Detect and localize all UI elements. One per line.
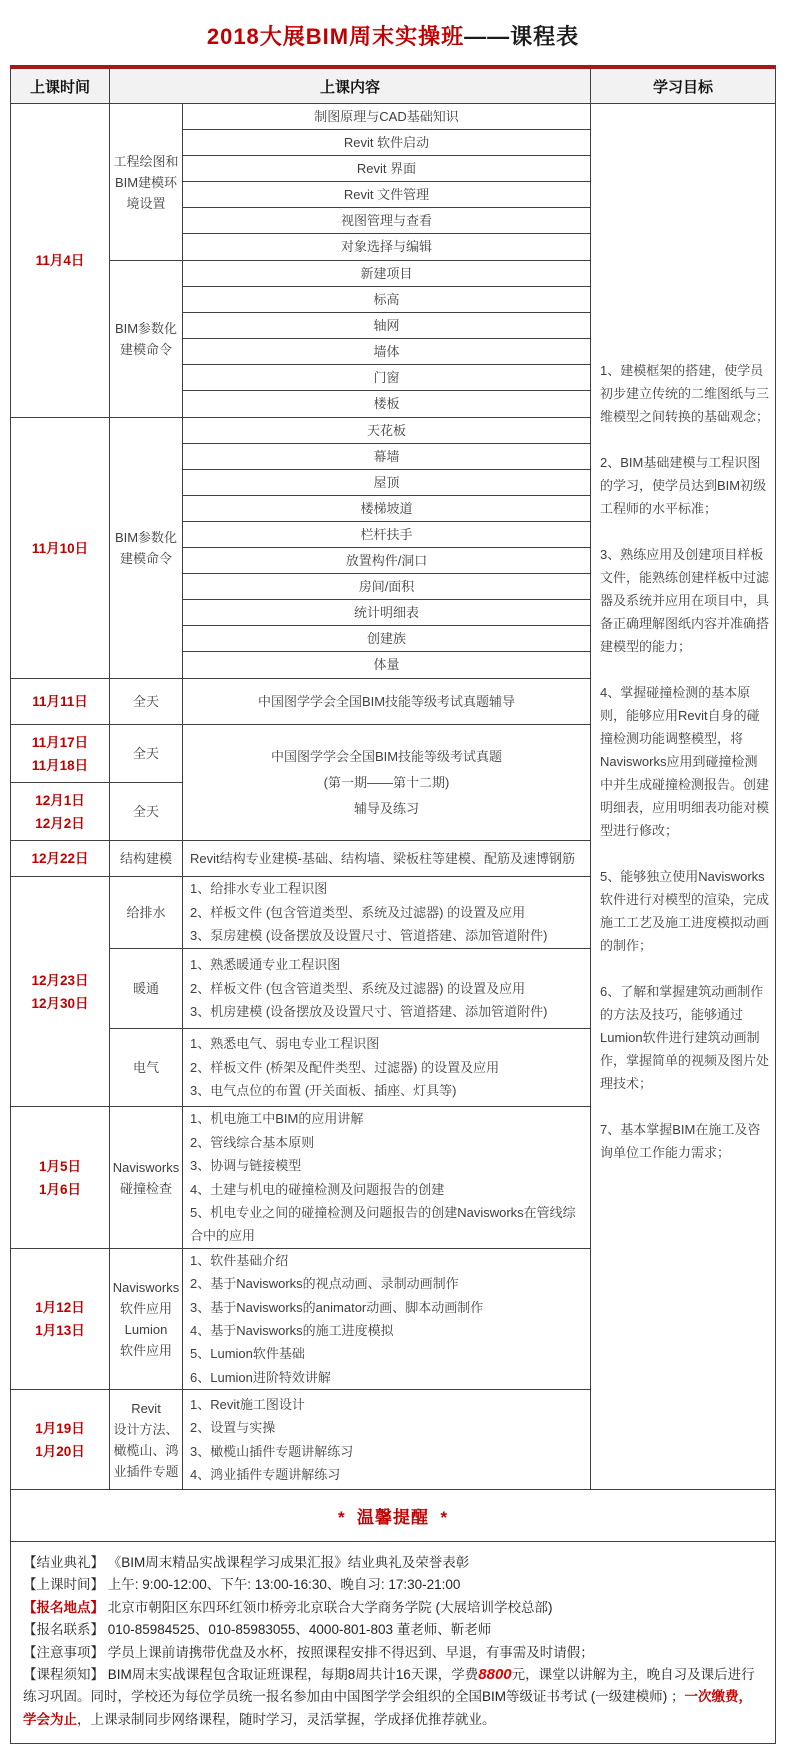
content-line: 4、土建与机电的碰撞检测及问题报告的创建 (190, 1181, 445, 1197)
category-groups (110, 1249, 590, 1389)
note-line (23, 1574, 763, 1596)
category-line: BIM参数化 (114, 321, 178, 336)
page-title-main: 2018大展BIM周末实操班 (206, 24, 465, 49)
date-cell (11, 877, 110, 1106)
course-item-row: 标高 (183, 287, 590, 313)
category-line: BIM建模环 (114, 174, 178, 190)
course-item-row: 放置构件/洞口 (183, 548, 590, 574)
schedule-block (11, 841, 590, 877)
note-line (23, 1597, 763, 1619)
date-line: 1月20日 (35, 1443, 85, 1459)
note-text: 一次缴费，学会为止 (23, 1689, 752, 1727)
course-content-cell (183, 949, 590, 1028)
date-cell (11, 104, 110, 417)
note-text: 【课程须知】 BIM周末实战课程包含取证班课程，每期8周共计16天课，学费 (23, 1667, 479, 1683)
course-item-row: 统计明细表 (183, 600, 590, 626)
note-text: 【结业典礼】 《BIM周末精品实战课程学习成果汇报》结业典礼及荣誉表彰 (23, 1555, 470, 1570)
category-line: 碰撞检查 (119, 1180, 172, 1196)
course-item-row: 天花板 (183, 418, 590, 444)
course-item-row: Revit 界面 (183, 156, 590, 182)
course-item-row: Revit 软件启动 (183, 130, 590, 156)
course-content-cell (182, 725, 590, 840)
note-text: 【报名地点】 (23, 1599, 104, 1615)
content-line: 2、样板文件 (包含管道类型、系统及过滤器) 的设置及应用 (190, 980, 526, 996)
objective-paragraph: 4、掌握碰撞检测的基本原则，能够应用Revit自身的碰撞检测功能调整模型，将Navisworks应用到碰撞检测中并生成碰撞检测报告。创建明细表，应用明细表功能对模型进行修改； (600, 685, 770, 838)
date-line: 11月10日 (31, 540, 89, 556)
category-line: 软件应用 (119, 1301, 172, 1316)
content-line: 1、给排水专业工程识图 (190, 881, 328, 897)
course-content-cell (183, 841, 590, 876)
course-item-row: 体量 (373, 657, 400, 672)
category-line: 给排水 (126, 905, 166, 920)
content-line: (第一期——第十二期) (323, 774, 450, 790)
category-group (110, 261, 590, 417)
course-item-row: 创建族 (183, 626, 590, 652)
objective-paragraph: 7、基本掌握BIM在施工及咨询单位工作能力需求； (600, 1122, 761, 1160)
course-item-row: 楼梯坡道 (183, 496, 590, 522)
note-line (23, 1619, 763, 1641)
date-cell (11, 725, 110, 782)
content-line: 4、鸿业插件专题讲解练习 (190, 1466, 341, 1482)
content-line: 6、Lumion进阶特效讲解 (190, 1369, 331, 1385)
header-cell-goal: 学习目标 (652, 78, 713, 96)
date-cell (11, 841, 110, 876)
category-line: 设计方法、 (113, 1421, 179, 1437)
course-item-row: 视图管理与查看 (183, 208, 590, 234)
date-cell (11, 1249, 110, 1389)
category-line: Revit (131, 1400, 161, 1416)
category-groups (110, 1390, 590, 1489)
course-content-cell (183, 1107, 590, 1248)
date-line: 1月6日 (38, 1181, 82, 1197)
category-groups (110, 679, 590, 724)
notes-box (11, 1542, 775, 1743)
category-groups (110, 418, 590, 678)
note-text: 【注意事项】 学员上课前请携带优盘及水杯，按照课程安排不得迟到、早退，有事需及时请假； (23, 1644, 594, 1660)
page-title-suffix: ——课程表 (464, 24, 580, 49)
date-line: 12月1日 (35, 792, 85, 808)
date-line: 12月2日 (35, 815, 85, 831)
category-line: Navisworks (112, 1159, 180, 1175)
category-groups (110, 1107, 590, 1248)
course-item-row: 屋顶 (183, 470, 590, 496)
date-line: 1月5日 (38, 1158, 82, 1174)
table-header-row (11, 69, 775, 103)
category-group (110, 1107, 590, 1248)
course-content-cell (183, 679, 590, 724)
course-items (183, 261, 590, 417)
date-line: 11月11日 (32, 694, 88, 709)
objective-paragraph: 2、BIM基础建模与工程识图的学习，使学员达到BIM初级工程师的水平标准； (600, 455, 767, 516)
category-group (110, 679, 590, 724)
schedule-block (11, 104, 590, 418)
course-item-row: 门窗 (183, 365, 590, 391)
date-line: 11月18日 (31, 757, 89, 773)
category-groups (110, 104, 590, 417)
category-line: 建模命令 (119, 551, 172, 566)
category-line: 全天 (132, 804, 159, 819)
content-line: 5、Lumion软件基础 (190, 1346, 305, 1362)
header-cell-content: 上课内容 (110, 69, 591, 103)
category-group (110, 949, 590, 1029)
category-cell (110, 1029, 183, 1106)
category-group (110, 104, 590, 261)
category-groups (110, 841, 590, 876)
course-item-row: 房间/面积 (183, 574, 590, 600)
date-line: 12月30日 (31, 995, 89, 1011)
merged-left (11, 725, 183, 840)
course-item-row: 制图原理与CAD基础知识 (183, 104, 590, 130)
course-content-cell (183, 1029, 590, 1106)
merged-row (11, 783, 183, 840)
category-cell (110, 877, 183, 948)
category-cell (110, 841, 183, 876)
category-groups (110, 877, 590, 1106)
note-line (23, 1642, 763, 1664)
category-line: 建模命令 (119, 342, 172, 357)
content-line: 3、机房建模 (设备摆放及设置尺寸、管道搭建、添加管道附件) (190, 1004, 548, 1020)
category-line: Lumion (124, 1322, 168, 1337)
note-text: ，上课录制同步网络课程，随时学习，灵活掌握，学成择优推荐就业。 (77, 1711, 496, 1727)
content-line: 2、管线综合基本原则 (190, 1134, 315, 1150)
note-line (23, 1552, 763, 1574)
date-line: 12月22日 (31, 851, 89, 866)
date-cell (11, 418, 110, 678)
category-cell (110, 1107, 183, 1248)
content-line: 2、基于Navisworks的视点动画、录制动画制作 (190, 1276, 459, 1292)
date-line: 11月4日 (35, 253, 85, 268)
content-line: 2、样板文件 (桥架及配件类型、过滤器) 的设置及应用 (190, 1059, 500, 1075)
content-line: 5、机电专业之间的碰撞检测及问题报告的创建Navisworks在管线综合中的应用 (190, 1204, 576, 1244)
category-line: 全天 (132, 694, 159, 709)
merged-row (11, 725, 183, 783)
objectives-cell (590, 104, 775, 1489)
category-group (110, 418, 590, 678)
schedule-block (11, 1107, 590, 1249)
date-line: 1月19日 (35, 1420, 85, 1436)
category-line: 全天 (132, 746, 159, 761)
content-line: 中国图学学会全国BIM技能等级考试真题 (270, 748, 503, 764)
content-line: 3、橄榄山插件专题讲解练习 (190, 1443, 354, 1459)
date-line: 12月23日 (31, 972, 89, 988)
category-line: 境设置 (126, 195, 166, 211)
category-line: Navisworks (112, 1280, 180, 1295)
note-text: 【上课时间】 上午: 9:00-12:00、下午: 13:00-16:30、晚自习: 17:30-21:00 (23, 1577, 461, 1593)
schedule-block (11, 877, 590, 1107)
date-cell (11, 679, 110, 724)
category-line: BIM参数化 (114, 530, 178, 545)
course-items (183, 104, 590, 260)
note-line (23, 1664, 763, 1731)
category-cell (110, 783, 182, 840)
content-line: 辅导及练习 (353, 800, 419, 816)
page-title (10, 20, 776, 51)
schedule-block (11, 1390, 590, 1489)
course-items (183, 418, 590, 678)
note-text: 【报名联系】 010-85984525、010-85983055、4000-801-803 董老师、靳老师 (23, 1622, 492, 1638)
category-cell (110, 418, 183, 678)
date-line: 1月12日 (35, 1300, 85, 1315)
category-line: 业插件专题 (113, 1463, 179, 1479)
date-cell (11, 1390, 110, 1489)
content-line: 4、基于Navisworks的施工进度模拟 (190, 1323, 394, 1338)
content-line: 1、Revit施工图设计 (190, 1396, 305, 1412)
table-body (11, 103, 775, 1490)
objective-paragraph: 5、能够独立使用Navisworks软件进行对模型的渲染，完成施工工艺及施工进度模拟动画的制作； (600, 869, 770, 953)
content-line: 1、机电施工中BIM的应用讲解 (190, 1111, 364, 1127)
course-item-row: 墙体 (183, 339, 590, 365)
course-item-row: 楼板 (373, 396, 400, 411)
content-line: 3、协调与链接模型 (190, 1158, 302, 1174)
course-item-row: 轴网 (183, 313, 590, 339)
date-cell (11, 1107, 110, 1248)
objective-paragraph: 6、了解和掌握建筑动画制作的方法及技巧，能够通过Lumion软件进行建筑动画制作，掌握简单的视频及图片处理技术； (600, 984, 770, 1091)
category-cell (110, 1249, 183, 1389)
date-line: 1月13日 (35, 1323, 85, 1338)
schedule-left (11, 104, 590, 1489)
schedule-block (11, 1249, 590, 1390)
content-line: 2、样板文件 (包含管道类型、系统及过滤器) 的设置及应用 (190, 904, 526, 920)
course-content-cell (183, 1390, 590, 1489)
course-item-row: Revit 文件管理 (183, 182, 590, 208)
content-line: 3、基于Navisworks的animator动画、脚本动画制作 (190, 1299, 484, 1315)
course-item-row: 幕墙 (183, 444, 590, 470)
schedule-block (11, 418, 590, 679)
category-cell (110, 261, 183, 417)
category-group (110, 841, 590, 876)
course-content-cell (183, 1249, 590, 1389)
note-text: 元，课堂以讲解为主，晚自习及课后进行练习巩固。同时，学校还为每位学员统一报名参加由中国图学学会组织的全国BIM等级证书考试 (一级建模师) ； (23, 1667, 755, 1705)
header-cell-time: 上课时间 (11, 69, 110, 103)
content-line: 3、泵房建模 (设备摆放及设置尺寸、管道搭建、添加管道附件) (190, 928, 548, 944)
content-line: 1、软件基础介绍 (190, 1252, 289, 1268)
category-group (110, 877, 590, 949)
objective-paragraph: 1、建模框架的搭建，使学员初步建立传统的二维图纸与三维模型之间转换的基础观念； (600, 363, 770, 424)
course-table (10, 69, 776, 1744)
date-cell (11, 783, 110, 840)
reminder-row: * 温馨提醒 * (11, 1490, 775, 1542)
category-cell (110, 725, 182, 782)
date-line: 11月17日 (31, 734, 89, 750)
schedule-block-merged (11, 725, 590, 841)
category-cell (110, 1390, 183, 1489)
course-content-cell (183, 877, 590, 948)
category-cell (110, 949, 183, 1028)
content-line: 3、电气点位的布置 (开关面板、插座、灯具等) (190, 1083, 457, 1099)
content-line: 2、设置与实操 (190, 1420, 276, 1436)
course-item-row: 新建项目 (183, 261, 590, 287)
course-item-row: 对象选择与编辑 (340, 239, 432, 254)
category-line: 暖通 (132, 981, 159, 996)
category-cell (110, 679, 183, 724)
category-line: 橄榄山、鸿 (113, 1442, 179, 1458)
category-line: 软件应用 (119, 1343, 172, 1358)
category-group (110, 1029, 590, 1106)
content-line: 中国图学学会全国BIM技能等级考试真题辅导 (257, 693, 516, 709)
content-line: 1、熟悉电气、弱电专业工程识图 (190, 1036, 380, 1052)
category-group (110, 1390, 590, 1489)
category-line: 电气 (132, 1060, 159, 1075)
category-group (110, 1249, 590, 1389)
objective-paragraph: 3、熟练应用及创建项目样板文件，能熟练创建样板中过滤器及系统并应用在项目中，具备正确理解图纸内容并准确搭建模型的能力； (600, 547, 770, 654)
course-item-row: 栏杆扶手 (183, 522, 590, 548)
content-line: Revit结构专业建模-基础、结构墙、梁板柱等建模、配筋及速博钢筋 (190, 850, 575, 866)
content-line: 1、熟悉暖通专业工程识图 (190, 957, 341, 973)
schedule-block (11, 679, 590, 725)
category-line: 工程绘图和 (113, 153, 179, 169)
note-text: 8800 (478, 1666, 512, 1684)
note-text: 北京市朝阳区东四环红领巾桥旁北京联合大学商务学院 (大展培训学校总部) (104, 1599, 553, 1615)
category-line: 结构建模 (119, 851, 172, 866)
category-cell (110, 104, 183, 260)
